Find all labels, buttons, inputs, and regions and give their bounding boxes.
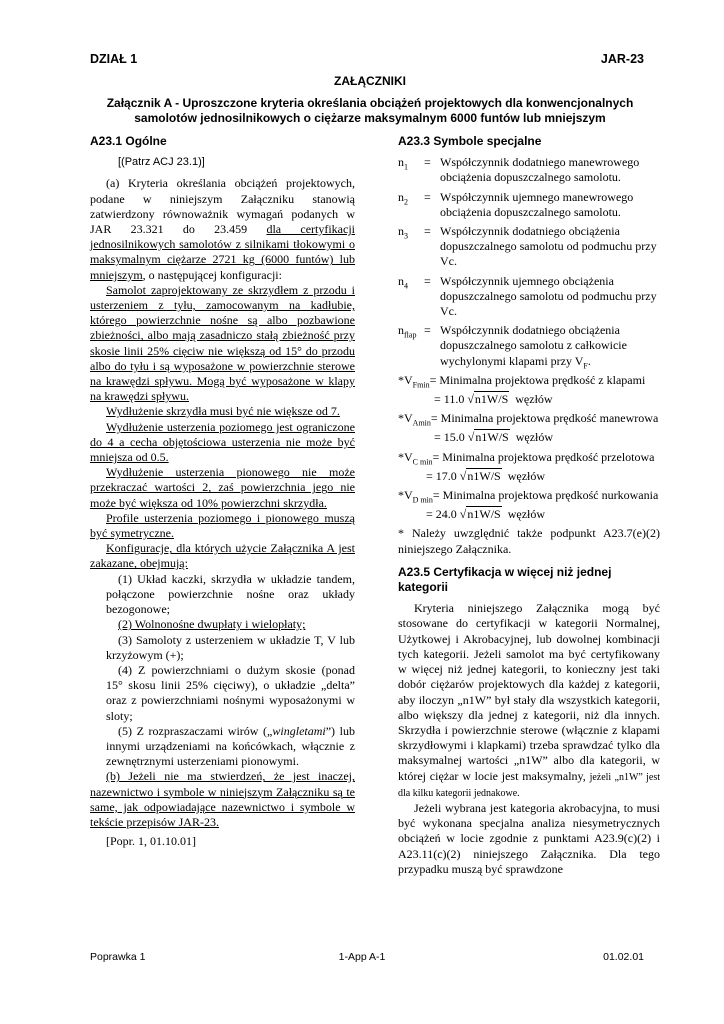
paragraph-aspect-ratio: Wydłużenie skrzydła musi być nie większe od 7. xyxy=(106,404,340,419)
section-heading-a23-1: A23.1 Ogólne xyxy=(90,134,167,148)
paragraph-acrobatic: Jeżeli wybrana jest kategoria akrobacyjna, to musi być wykonana specjalna analiza niesymetrycznych obciążeń w locie zgodnie z punktami A23.9(c)(2) i A23.11(c)(2) niniejszego Załącznika. Dla tego przypadku muszą być sprawdzone xyxy=(398,800,660,876)
header-section: DZIAŁ 1 xyxy=(90,52,138,66)
paragraph-b: (b) Jeżeli nie ma stwierdzeń, że jest inaczej, nazewnictwo i symbole w niniejszym Załączniku są te same, jak odpowiadające nazewnictwo i symbole w tekście przepisów JAR-23. xyxy=(90,769,355,829)
paragraph-configuration: Samolot zaprojektowany ze skrzydłem z przodu i usterzeniem z tyłu, zamocowanym na kadłubie, którego powierzchnie nośne są albo pozbawione zbieżności, albo mają zasadniczo stałą zbieżność przy skosie linii 25% cięciw nie większą od 15° do przodu albo do tyłu i są wyposażone w powierzchnie sterowe na krawędzi spływu. Mogą być wyposażone w klapy na krawędzi spływu. xyxy=(90,282,355,404)
footer-page-number: 1-App A-1 xyxy=(338,951,386,963)
speed-vfmin: $*V_{Fmin}=$ Minimalna projektowa prędkość z klapami = 11.0 √n1W/S węzłów xyxy=(398,372,646,407)
doc-title: ZAŁĄCZNIKI xyxy=(334,74,406,88)
symbol-n1: $n_1$ = Współczynnik dodatniego manewrowego obciążenia dopuszczalnego samolotu. xyxy=(398,155,640,185)
list-item-1: (1) Układ kaczki, skrzydła w układzie tandem, połączone powierzchnie nośne oraz układy bezogonowe; xyxy=(106,571,355,617)
section-heading-a23-5: A23.5 Certyfikacja w więcej niż jednej kategorii xyxy=(398,564,612,595)
paragraph-forbidden: Konfiguracje, dla których użycie Załącznika A jest zakazane, obejmują: xyxy=(90,541,355,571)
list-item-5: (5) Z rozpraszaczami wirów („wingletami”) lub innymi urządzeniami na końcówkach, włącznie z zewnętrznymi usterzeniami pionowymi. xyxy=(106,723,356,769)
section-heading-a23-3: A23.3 Symbole specjalne xyxy=(398,134,542,148)
left-column xyxy=(90,134,355,849)
paragraph-vertical-tail: Wydłużenie usterzenia pionowego nie może przekraczać wartości 2, zaś powierzchnia jego nie może być większa od 10% powierzchni skrzydła. xyxy=(90,465,355,510)
header-doc-code: JAR-23 xyxy=(600,52,644,66)
speed-vdmin: $*V_{D min}=$ Minimalna projektowa prędkość nurkowania = 24.0 √n1W/S węzłów xyxy=(398,488,659,522)
paragraph-a: (a) Kryteria określania obciążeń projektowych, podane w niniejszym Załączniku stanowią zatwierdzony równoważnik wymagań podanych w JAR 23.321 do 23.459 dla certyfikacji jednosilnikowych samolotów z silnikami tłokowymi o maksymalnym ciężarze 2721 kg (6000 funtów) lub mniejszym, o następującej konfiguracji: xyxy=(90,176,356,282)
speed-vcmin: $*V_{C min}=$ Minimalna projektowa prędkość przelotowa = 17.0 √n1W/S węzłów xyxy=(398,449,655,483)
list-item-4: (4) Z powierzchniami o dużym skosie (ponad 15° skosu linii 25% cięciwy), o układzie „delta” oraz z powierzchniami nośnymi wyposażonymi w sloty; xyxy=(106,662,355,723)
symbol-n3: $n_3$ = Współczynnik dodatniego obciążenia dopuszczalnego samolotu od podmuchu przy Vc. xyxy=(398,224,657,269)
footer-date: 01.02.01 xyxy=(603,951,644,963)
list-item-3: (3) Samoloty z usterzeniem w układzie T, V lub krzyżowym (+); xyxy=(106,632,355,662)
symbol-n2: $n_2$ = Współczynnik ujemnego manewrowego obciążenia dopuszczalnego samolotu. xyxy=(398,189,634,219)
symbol-n4: $n_4$ = Współczynnik ujemnego obciążenia dopuszczalnego samolotu od podmuchu przy Vc. xyxy=(398,273,657,319)
acj-reference: [(Patrz ACJ 23.1)] xyxy=(118,156,205,169)
amendment-note: [Popr. 1, 01.10.01] xyxy=(106,834,196,849)
speed-note: * Należy uwzględnić także podpunkt A23.7(e)(2) niniejszego Załącznika. xyxy=(398,526,660,556)
speed-vamin: $*V_{Amin}=$ Minimalna projektowa prędkość manewrowa = 15.0 √n1W/S węzłów xyxy=(398,411,659,445)
footer-amendment: Poprawka 1 xyxy=(90,951,146,963)
paragraph-horizontal-tail: Wydłużenie usterzenia poziomego jest ograniczone do 4 a cecha objętościowa usterzenia nie może być mniejsza od 0.5. xyxy=(90,419,355,465)
right-column xyxy=(398,134,660,877)
paragraph-profiles: Profile usterzenia poziomego i pionowego muszą być symetryczne. xyxy=(90,510,355,541)
list-item-2: (2) Wolnonośne dwupłaty i wielopłaty; xyxy=(118,617,306,632)
paragraph-categories: Kryteria niniejszego Załącznika mogą być stosowane do certyfikacji w kategorii Normalnej, Użytkowej i Akrobacyjnej, lub dowolnej kombinacji tych kategorii. Jeżeli samolot ma być certyfikowany w więcej niż jednej kategorii, to konieczny jest taki dobór ciężarów projektowych dla każdej z kategorii, aby iloczyn „n1W” był stały dla wszystkich kategorii, albo większy dla jednej z kategorii, niż dla innych. Skrzydła i powierzchnie sterowe (włącznie z klapami skrzydłowymi i klapkami) trzeba sprawdzać tylko dla maksymalnej wartości „n1W” albo dla kategorii, w której ciężar w locie jest maksymalny, jeżeli „n1W” jest dla kilku kategorii jednakowe. xyxy=(398,601,660,799)
appendix-title: Załącznik A - Uproszczone kryteria określania obciążeń projektowych dla konwencjonalnych samolotów jednosilnikowych o ciężarze maksymalnym 6000 funtów lub mniejszym xyxy=(106,96,634,125)
symbol-nflap: $n_{flap}$ = Współczynnik dodatniego obciążenia dopuszczalnego samolotu z całkowicie wychylonymi klapami przy $V_F$. xyxy=(398,323,627,371)
